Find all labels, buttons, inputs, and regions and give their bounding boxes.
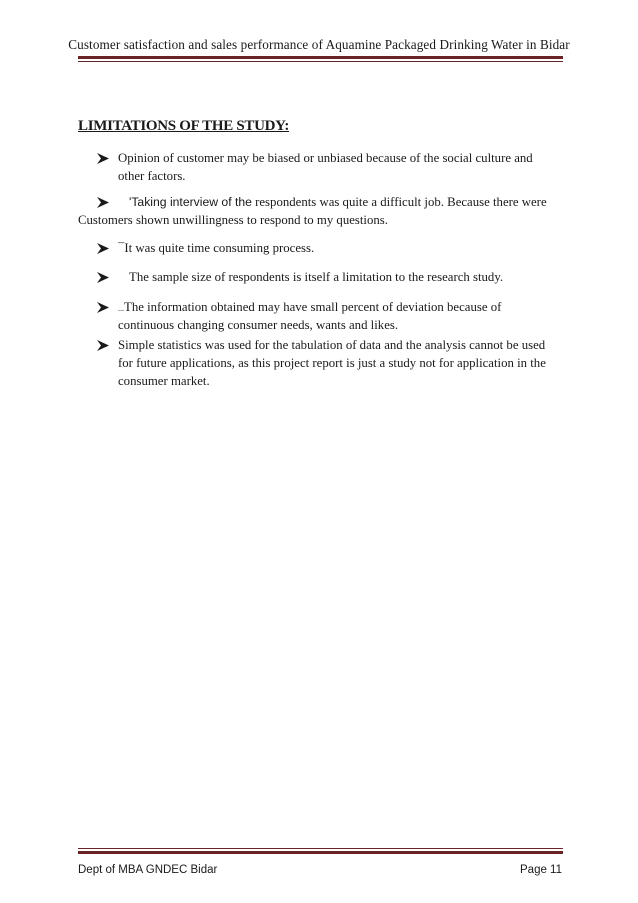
bullet-6-line-1: Simple statistics was used for the tabulation of data and the analysis cannot be used [118,338,546,352]
bullet-2-lead: 'Taking interview of the [129,195,252,209]
bullet-4-line-1: The sample size of respondents is itself a limitation to the research study. [129,270,504,284]
header-title: Customer satisfaction and sales performance of Aquamine Packaged Drinking Water in Bidar [68,37,570,52]
bullet-3-mark: ¯ [118,241,125,255]
footer-page-number: Page 11 [520,864,562,876]
footer-divider [78,851,563,854]
section-heading: LIMITATIONS OF THE STUDY: [78,118,290,134]
arrow-bullet-icon [97,243,109,254]
bullet-6-line-2: for future applications, as this project report is just a study not for application in the [118,356,546,370]
footer-department: Dept of MBA GNDEC Bidar [78,864,218,876]
arrow-bullet-icon [97,153,109,164]
bullet-5-line-1 [118,298,501,318]
bullet-3-text: It was quite time consuming process. [124,241,315,255]
arrow-bullet-icon [97,340,109,351]
bullet-3-line-1 [118,239,314,257]
bullet-1-line-1: Opinion of customer may be biased or unbiased because of the social culture and [118,151,533,165]
arrow-bullet-icon [97,197,109,208]
bullet-2-line-1 [129,193,547,211]
bullet-5-line-2: continuous changing consumer needs, wants and likes. [118,318,399,332]
header-divider-thin [78,61,563,62]
bullet-2-line-2: Customers shown unwillingness to respond to my questions. [78,213,388,227]
bullet-1-line-2: other factors. [118,169,186,183]
footer-divider-thin [78,848,563,849]
bullet-2-continuation: respondents was quite a difficult job. Because there were [251,195,547,209]
bullet-6-line-3: consumer market. [118,374,210,388]
bullet-5-mark: ... [118,304,124,313]
arrow-bullet-icon [97,302,109,313]
arrow-bullet-icon [97,272,109,283]
header-divider [78,56,563,59]
bullet-5-text: The information obtained may have small percent of deviation because of [124,300,502,314]
